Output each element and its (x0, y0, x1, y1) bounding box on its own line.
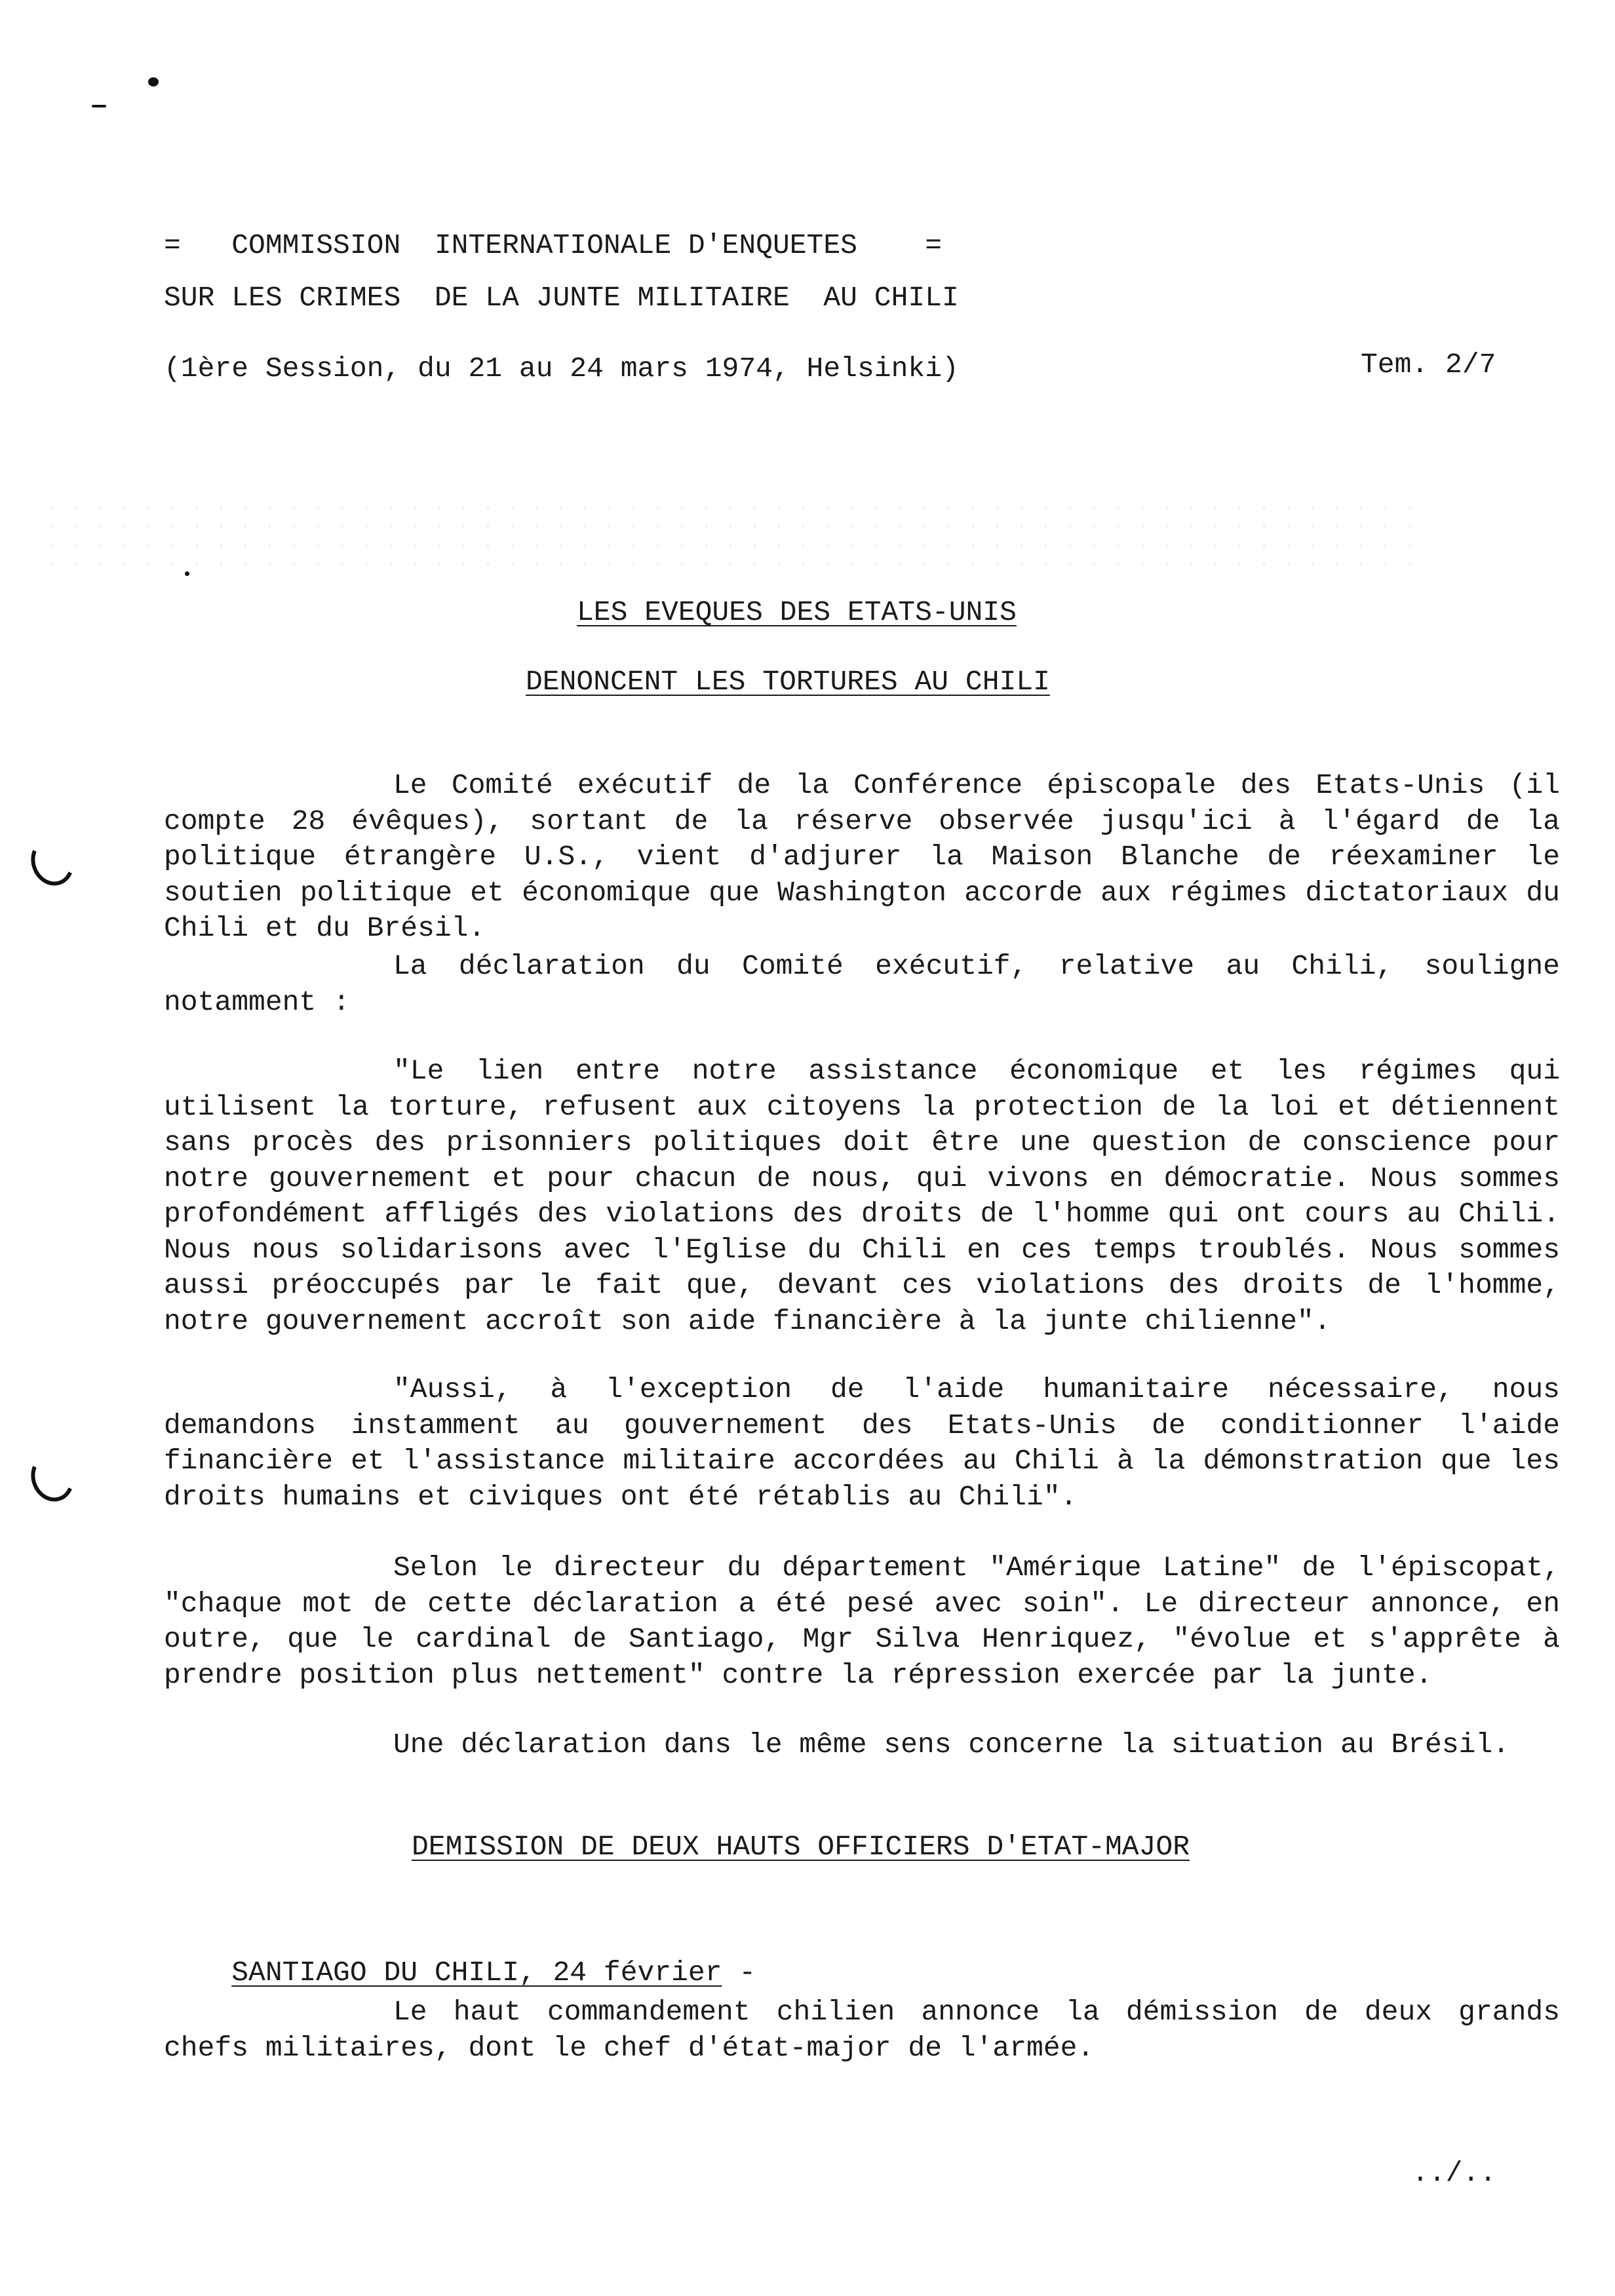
article2-paragraph (164, 1995, 1560, 2066)
header-line-1: = COMMISSION INTERNATIONALE D'ENQUETES = (164, 229, 942, 261)
ink-speck (148, 77, 159, 86)
paragraph-text: "Le lien entre notre assistance économique et les régimes qui utilisent la torture, refusent aux citoyens la protection de la loi et détiennent sans procès des prisonniers politiques doit être une question de conscience pour notre gouvernement et pour chacun de nous, qui vivons en démocratie. Nous sommes profondément affligés des violations des droits de l'homme qui ont cours au Chili. Nous nous solidarisons avec l'Eglise du Chili en ces temps troublés. Nous sommes aussi préoccupés par le fait que, devant ces violations des droits de l'homme, notre gouvernement accroît son aide financière à la junte chilienne". (164, 1055, 1560, 1337)
article1-paragraph-1 (164, 768, 1560, 947)
article1-title-line-1: LES EVEQUES DES ETATS-UNIS (577, 596, 1017, 628)
article1-paragraph-5 (164, 1550, 1560, 1693)
paragraph-text: Selon le directeur du département "Amérique Latine" de l'épiscopat, "chaque mot de cette déclaration a été pesé avec soin". Le directeur annonce, en outre, que le cardinal de Santiago, Mgr Silva Henriquez, "évolue et s'apprête à prendre position plus nettement" contre la répression exercée par la junte. (164, 1552, 1560, 1691)
scan-noise (39, 498, 1416, 577)
paragraph-text: Le haut commandement chilien annonce la démission de deux grands chefs militaires, dont le chef d'état-major de l'armée. (164, 1996, 1560, 2064)
article1-paragraph-2 (164, 949, 1560, 1020)
dateline-dash: - (722, 1957, 756, 1989)
paragraph-text: "Aussi, à l'exception de l'aide humanitaire nécessaire, nous demandons instamment au gouvernement des Etats-Unis de conditionner l'aide financière et l'assistance militaire accordées au Chili à la démonstration que les droits humains et civiques ont été rétablis au Chili". (164, 1373, 1560, 1513)
document-reference: Tem. 2/7 (1361, 349, 1496, 381)
ink-speck (92, 105, 106, 107)
dateline-place-date: SANTIAGO DU CHILI, 24 février (231, 1957, 722, 1989)
continuation-mark: ../.. (1412, 2157, 1497, 2189)
paragraph-text: Une déclaration dans le même sens concerne la situation au Brésil. (393, 1729, 1510, 1761)
paragraph-text: Le Comité exécutif de la Conférence épiscopale des Etats-Unis (il compte 28 évêques), sortant de la réserve observée jusqu'ici à l'égard de la politique étrangère U.S., vient d'adjurer la Maison Blanche de réexaminer le soutien politique et économique que Washington accorde aux régimes dictatoriaux du Chili et du Brésil. (164, 769, 1560, 944)
paragraph-text: La déclaration du Comité exécutif, relative au Chili, souligne notamment : (164, 950, 1560, 1018)
article1-quote-1 (164, 1054, 1560, 1339)
header-line-3: (1ère Session, du 21 au 24 mars 1974, Helsinki) (164, 353, 959, 385)
header-line-2: SUR LES CRIMES DE LA JUNTE MILITAIRE AU CHILI (164, 282, 959, 314)
article2-title: DEMISSION DE DEUX HAUTS OFFICIERS D'ETAT-MAJOR (412, 1831, 1190, 1863)
article1-title-line-2: DENONCENT LES TORTURES AU CHILI (526, 666, 1050, 698)
punch-hole (24, 832, 80, 891)
article1-quote-2 (164, 1372, 1560, 1515)
article1-paragraph-6 (164, 1727, 1560, 1763)
punch-hole (24, 1447, 80, 1507)
